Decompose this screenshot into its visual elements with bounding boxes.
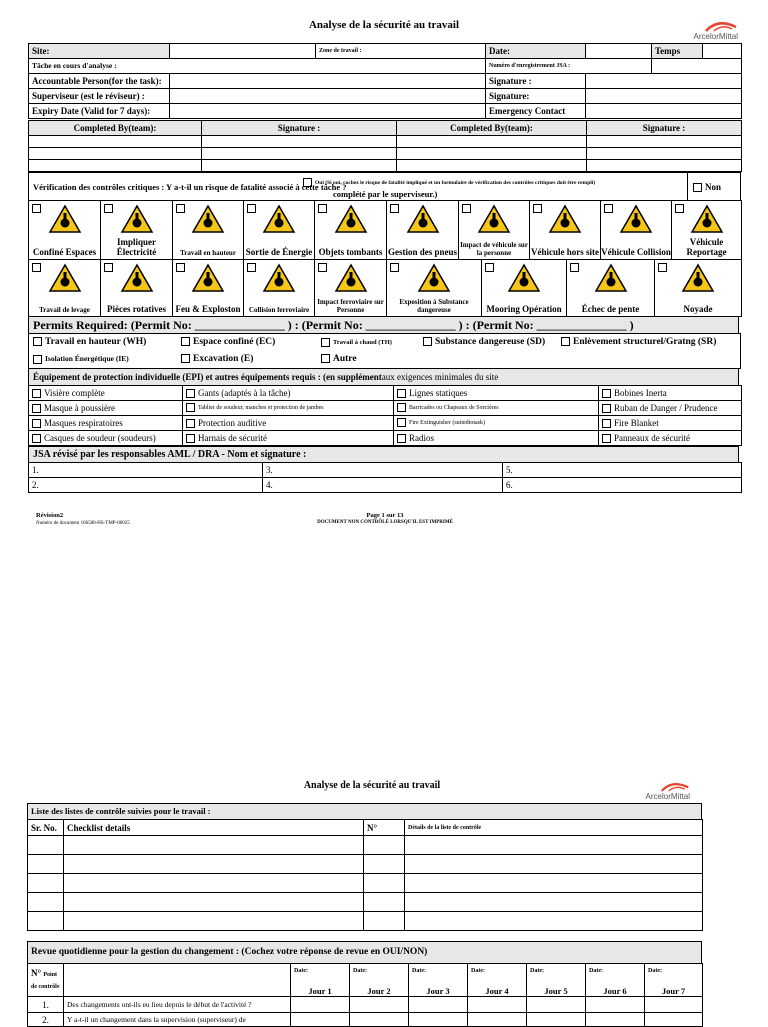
checkbox-icon[interactable] xyxy=(32,434,41,443)
review-slot[interactable]: 2. xyxy=(29,478,263,493)
answer-cell[interactable] xyxy=(350,997,409,1013)
jsa-review-header: JSA révisé par les responsables AML / DRA - Nom et signature : xyxy=(28,446,739,463)
jsa-number-field[interactable] xyxy=(652,59,742,74)
hazard-cell[interactable] xyxy=(101,260,173,317)
checkbox-icon[interactable] xyxy=(32,419,41,428)
permit-wh[interactable]: Travail en hauteur (WH) xyxy=(33,337,146,347)
checkbox-icon[interactable] xyxy=(247,263,256,272)
checkbox-icon[interactable] xyxy=(397,418,406,427)
hazard-cell[interactable] xyxy=(567,260,655,317)
checkbox-icon[interactable] xyxy=(247,204,256,213)
checkbox-icon[interactable] xyxy=(658,263,667,272)
page2-title: Analyse de la sécurité au travail xyxy=(303,780,441,791)
signature-field[interactable] xyxy=(586,74,742,89)
hazard-warning-icon xyxy=(48,204,82,234)
ppe-option[interactable]: Casques de soudeur (soudeurs) xyxy=(29,431,183,446)
checklist-cell[interactable] xyxy=(28,912,64,931)
checklist-cell[interactable] xyxy=(64,912,364,931)
checkbox-icon[interactable] xyxy=(602,404,611,413)
ppe-option[interactable]: Panneaux de sécurité xyxy=(599,431,742,446)
review-slot[interactable]: 1. xyxy=(29,463,263,478)
footer-doc-number: Numéro de document 166580-HS-TMP-00025 xyxy=(36,521,130,526)
permit-options xyxy=(28,333,741,369)
day-column-header[interactable]: Date: Jour 3 xyxy=(409,964,468,997)
hazard-warning-icon xyxy=(406,204,440,234)
permit-e[interactable]: Excavation (E) xyxy=(181,354,253,364)
checkbox-icon[interactable] xyxy=(321,354,330,363)
checkbox-icon[interactable] xyxy=(32,263,41,272)
hazard-cell[interactable] xyxy=(459,201,530,260)
checklist-details-header: Checklist details xyxy=(64,820,364,836)
ppe-option[interactable]: Visière complète xyxy=(29,386,183,401)
arcelormittal-logo-icon xyxy=(660,781,690,792)
checkbox-icon[interactable] xyxy=(570,263,579,272)
hazard-warning-icon xyxy=(548,204,582,234)
checkbox-icon[interactable] xyxy=(104,263,113,272)
hazard-warning-icon xyxy=(262,263,296,293)
hazard-row-2 xyxy=(28,259,742,317)
answer-cell[interactable] xyxy=(645,997,703,1013)
team-cell[interactable] xyxy=(397,148,587,160)
day-column-header[interactable]: Date: Jour 6 xyxy=(586,964,645,997)
hazard-label: Mooring Opération xyxy=(486,304,562,314)
ppe-option[interactable]: Masques respiratoires xyxy=(29,416,183,431)
hazard-cell[interactable] xyxy=(29,260,101,317)
team-cell[interactable] xyxy=(587,148,742,160)
checkbox-icon[interactable] xyxy=(604,204,613,213)
team-cell[interactable] xyxy=(202,148,397,160)
expiry-field[interactable] xyxy=(170,104,486,119)
arcelormittal-logo-icon xyxy=(704,20,738,32)
critical-no-option[interactable]: Non xyxy=(693,182,721,192)
hazard-cell[interactable] xyxy=(244,201,315,260)
hazard-cell[interactable] xyxy=(244,260,315,317)
ppe-option[interactable]: Fire Extinguisher (suitedtotask) xyxy=(394,416,599,431)
checkbox-icon[interactable] xyxy=(32,389,41,398)
supervisor-signature-field[interactable] xyxy=(586,89,742,104)
hazard-warning-icon xyxy=(619,204,653,234)
hazard-label: Objets tombants xyxy=(318,247,383,257)
checkbox-icon[interactable] xyxy=(186,419,195,428)
checklist-cell[interactable] xyxy=(364,912,405,931)
answer-cell[interactable] xyxy=(409,1013,468,1027)
hazard-label: Noyade xyxy=(683,304,713,314)
zone-label[interactable]: Zone de travail : xyxy=(316,44,486,59)
answer-cell[interactable] xyxy=(291,1013,350,1027)
hazard-label: Travail de levage xyxy=(39,306,90,314)
permits-required: Permits Required: (Permit No: _______________ ) : (Permit No: _______________ ) : (Permit No: _______________ ) xyxy=(28,316,739,334)
hazard-warning-icon xyxy=(120,263,154,293)
ppe-option[interactable]: Masque à poussière xyxy=(29,401,183,416)
accountable-field[interactable] xyxy=(170,74,486,89)
hazard-warning-icon xyxy=(681,263,715,293)
site-field[interactable] xyxy=(170,44,316,59)
ppe-option[interactable]: Radios xyxy=(394,431,599,446)
permit-sr[interactable]: Enlèvement structurel/Gratng (SR) xyxy=(561,337,716,347)
checkbox-icon[interactable] xyxy=(602,434,611,443)
checkbox-icon[interactable] xyxy=(485,263,494,272)
checkbox-icon[interactable] xyxy=(32,204,41,213)
footer-note: DOCUMENT NON CONTRÔLÉ LORSQU'IL EST IMPRIMÉ xyxy=(317,520,453,525)
hazard-label: Gestion des pneus xyxy=(387,247,458,257)
supervisor-signature-label: Signature: xyxy=(486,89,586,104)
permit-sd[interactable]: Substance dangereuse (SD) xyxy=(423,337,545,347)
hazard-cell[interactable] xyxy=(173,260,244,317)
day-column-header[interactable]: Date: Jour 2 xyxy=(350,964,409,997)
hazard-label: Véhicule Collision xyxy=(601,247,671,257)
hazard-cell[interactable] xyxy=(482,260,567,317)
critical-yes-option[interactable]: Oui (Si oui, cochez le risque de fatalité impliqué et un formulaire de vérification des contrôles critiques doit être rempli) xyxy=(303,178,595,187)
checkbox-icon[interactable] xyxy=(390,263,399,272)
logo-text: ArcelorMittal xyxy=(693,32,738,41)
checkbox-icon[interactable] xyxy=(390,204,399,213)
checkbox-icon[interactable] xyxy=(318,204,327,213)
permit-th[interactable]: Travail à chaud (TH) xyxy=(321,338,392,347)
expiry-label: Expiry Date (Valid for 7 days): xyxy=(29,104,170,119)
checkbox-icon[interactable] xyxy=(602,419,611,428)
review-slot[interactable]: 6. xyxy=(503,478,742,493)
checkbox-icon[interactable] xyxy=(303,178,312,187)
hazard-cell[interactable] xyxy=(315,201,387,260)
answer-cell[interactable] xyxy=(645,1013,703,1027)
hazard-warning-icon xyxy=(262,204,296,234)
checklist-cell[interactable] xyxy=(64,893,364,912)
ppe-option[interactable]: Barricades ou Chapeaux de Sorcières xyxy=(394,401,599,416)
hazard-cell[interactable] xyxy=(315,260,387,317)
hazard-warning-icon xyxy=(594,263,628,293)
team-cell[interactable] xyxy=(397,160,587,172)
page-title: Analyse de la sécurité au travail xyxy=(308,19,459,31)
ppe-table xyxy=(28,385,742,446)
answer-cell[interactable] xyxy=(468,1013,527,1027)
checkbox-icon[interactable] xyxy=(318,263,327,272)
question-text: Y a-t-il un changement dans la supervision (superviseur) de xyxy=(64,1013,291,1027)
hazard-cell[interactable] xyxy=(173,201,244,260)
day-column-header[interactable]: Date: Jour 5 xyxy=(527,964,586,997)
completed-by-header-2: Completed By(team): xyxy=(397,121,587,136)
signature-label: Signature : xyxy=(486,74,586,89)
footer-page: Page 1 sur 13 xyxy=(366,512,404,519)
daily-review-table xyxy=(27,963,703,1027)
answer-cell[interactable] xyxy=(468,997,527,1013)
header-info-table xyxy=(28,43,742,119)
checkbox-icon[interactable] xyxy=(33,337,42,346)
hazard-label: Véhicule hors site xyxy=(531,247,599,257)
hazard-label: Véhicule Reportage xyxy=(686,237,727,257)
hazard-label: Confiné Espaces xyxy=(32,247,97,257)
question-text: Des changements ont-ils eu lieu depuis le début de l'activité ? xyxy=(64,997,291,1013)
checkbox-icon[interactable] xyxy=(104,204,113,213)
day-column-header[interactable]: Date: Jour 4 xyxy=(468,964,527,997)
checkbox-icon[interactable] xyxy=(397,403,406,412)
hazard-warning-icon xyxy=(507,263,541,293)
checklist-cell[interactable] xyxy=(405,874,703,893)
arcelormittal-logo xyxy=(668,20,738,41)
question-number: 1. xyxy=(28,997,64,1013)
completed-by-header-1: Completed By(team): xyxy=(29,121,202,136)
ppe-option[interactable]: Bobines Inerta xyxy=(599,386,742,401)
sr-no-header: Sr. No. xyxy=(28,820,64,836)
checkbox-icon[interactable] xyxy=(423,337,432,346)
checklist-cell[interactable] xyxy=(28,855,64,874)
hazard-label: Travail en hauteur xyxy=(180,249,236,257)
details-header: Détails de la liste de contrôle xyxy=(405,820,703,836)
accountable-label: Accountable Person(for the task): xyxy=(29,74,170,89)
critical-controls-row xyxy=(28,172,741,201)
time-label: Temps xyxy=(652,44,703,59)
logo-text: ArcelorMittal xyxy=(645,792,690,801)
answer-cell[interactable] xyxy=(527,997,586,1013)
hazard-label: Échec de pente xyxy=(581,304,640,314)
hazard-cell[interactable] xyxy=(601,201,672,260)
checkbox-icon[interactable] xyxy=(32,404,41,413)
hazard-cell[interactable] xyxy=(387,260,482,317)
arcelormittal-logo-2 xyxy=(620,781,690,801)
hazard-warning-icon xyxy=(191,204,225,234)
hazard-label: Impact de véhicule sur la personne xyxy=(460,241,528,257)
hazard-label: Pièces rotatives xyxy=(106,304,167,314)
checkbox-icon[interactable] xyxy=(186,403,195,412)
ppe-option[interactable]: Ruban de Danger / Prudence xyxy=(599,401,742,416)
answer-cell[interactable] xyxy=(586,997,645,1013)
checkbox-icon[interactable] xyxy=(533,204,542,213)
hazard-cell[interactable] xyxy=(29,201,101,260)
team-cell[interactable] xyxy=(202,136,397,148)
checkbox-icon[interactable] xyxy=(186,434,195,443)
review-slot[interactable]: 3. xyxy=(263,463,503,478)
hazard-cell[interactable] xyxy=(101,201,173,260)
permit-other[interactable]: Autre xyxy=(321,354,357,364)
permit-ec[interactable]: Espace confiné (EC) xyxy=(181,337,275,347)
checkbox-icon[interactable] xyxy=(176,263,185,272)
supervisor-label: Superviseur (est le réviseur) : xyxy=(29,89,170,104)
point-number-header: N° Point de contrôle xyxy=(28,964,64,997)
checklist-header: Liste des listes de contrôle suivies pour le travail : xyxy=(27,803,702,820)
hazard-label: Feu & Exploston xyxy=(175,304,241,314)
checklist-cell[interactable] xyxy=(28,836,64,855)
emergency-label: Emergency Contact xyxy=(486,104,586,119)
day-column-header[interactable]: Date: Jour 7 xyxy=(645,964,703,997)
jsa-review-table xyxy=(28,462,742,493)
signature-header-2: Signature : xyxy=(587,121,742,136)
answer-cell[interactable] xyxy=(586,1013,645,1027)
checklist-cell[interactable] xyxy=(405,855,703,874)
hazard-cell[interactable] xyxy=(387,201,459,260)
ppe-header: Équipement de protection individuelle (EPI) et autres équipements requis : (en supplémentaux exigences minimales du site xyxy=(28,368,739,386)
hazard-label: Impact ferroviaire sur Personne xyxy=(317,298,384,314)
ppe-option[interactable]: Tablier de soudeur, manches et protection de jambes xyxy=(183,401,394,416)
answer-cell[interactable] xyxy=(409,997,468,1013)
footer-revision: Révision2 xyxy=(36,512,64,519)
checklist-cell[interactable] xyxy=(64,855,364,874)
checklist-cell[interactable] xyxy=(64,836,364,855)
checkbox-icon[interactable] xyxy=(602,389,611,398)
supervisor-field[interactable] xyxy=(170,89,486,104)
hazard-warning-icon xyxy=(334,263,368,293)
review-slot[interactable]: 5. xyxy=(503,463,742,478)
task-label[interactable]: Tâche en cours d'analyse : xyxy=(29,59,486,74)
daily-review-header: Revue quotidienne pour la gestion du changement : (Cochez votre réponse de revue en OUI/NON) xyxy=(27,941,702,964)
team-cell[interactable] xyxy=(29,136,202,148)
team-cell[interactable] xyxy=(202,160,397,172)
team-cell[interactable] xyxy=(397,136,587,148)
checklist-cell[interactable] xyxy=(28,893,64,912)
hazard-cell[interactable] xyxy=(655,260,742,317)
checkbox-icon[interactable] xyxy=(176,204,185,213)
hazard-warning-icon xyxy=(191,263,225,293)
answer-cell[interactable] xyxy=(350,1013,409,1027)
checkbox-icon[interactable] xyxy=(181,337,190,346)
answer-cell[interactable] xyxy=(527,1013,586,1027)
day-column-header[interactable]: Date: Jour 1 xyxy=(291,964,350,997)
date-label: Date: xyxy=(486,44,586,59)
point-header-blank xyxy=(64,964,291,997)
hazard-row-1 xyxy=(28,200,742,260)
review-slot[interactable]: 4. xyxy=(263,478,503,493)
ppe-option[interactable]: Fire Blanket xyxy=(599,416,742,431)
ppe-option[interactable]: Gants (adaptés à la tâche) xyxy=(183,386,394,401)
checklist-cell[interactable] xyxy=(405,912,703,931)
hazard-label: Sortie de Énergie xyxy=(245,247,313,257)
checklist-cell[interactable] xyxy=(405,893,703,912)
ppe-option[interactable]: Harnais de sécurité xyxy=(183,431,394,446)
checkbox-icon[interactable] xyxy=(186,389,195,398)
hazard-cell[interactable] xyxy=(530,201,601,260)
ppe-option[interactable]: Protection auditive xyxy=(183,416,394,431)
time-field[interactable] xyxy=(703,44,742,59)
checkbox-icon[interactable] xyxy=(321,338,330,347)
checklist-cell[interactable] xyxy=(64,874,364,893)
hazard-cell[interactable] xyxy=(672,201,742,260)
team-cell[interactable] xyxy=(29,148,202,160)
hazard-warning-icon xyxy=(48,263,82,293)
checkbox-icon[interactable] xyxy=(561,337,570,346)
answer-cell[interactable] xyxy=(291,997,350,1013)
completed-by-table xyxy=(28,120,742,172)
site-label: Site: xyxy=(29,44,170,59)
date-field[interactable] xyxy=(586,44,652,59)
checklist-cell[interactable] xyxy=(364,874,405,893)
checkbox-icon[interactable] xyxy=(397,434,406,443)
emergency-field[interactable] xyxy=(586,104,742,119)
critical-yes-cont: complété par le superviseur.) xyxy=(333,189,438,199)
critical-question: Vérification des contrôles critiques : Y a-t-il un risque de fatalité associé à cette tâche ? xyxy=(33,182,347,192)
checkbox-icon[interactable] xyxy=(181,354,190,363)
permit-ie[interactable]: Isolation Énergétique (IE) xyxy=(33,354,129,364)
checkbox-icon[interactable] xyxy=(462,204,471,213)
ppe-option[interactable]: Lignes statiques xyxy=(394,386,599,401)
team-cell[interactable] xyxy=(29,160,202,172)
hazard-label: Impliquer Électricité xyxy=(116,237,157,257)
checklist-cell[interactable] xyxy=(364,893,405,912)
signature-header-1: Signature : xyxy=(202,121,397,136)
no-header: N° xyxy=(364,820,405,836)
hazard-warning-icon xyxy=(334,204,368,234)
hazard-warning-icon xyxy=(120,204,154,234)
team-cell[interactable] xyxy=(587,136,742,148)
hazard-warning-icon xyxy=(417,263,451,293)
checkbox-icon[interactable] xyxy=(33,355,42,364)
hazard-label: Collision ferroviaire xyxy=(248,306,310,314)
team-cell[interactable] xyxy=(587,160,742,172)
checklist-cell[interactable] xyxy=(405,836,703,855)
checklist-cell[interactable] xyxy=(364,836,405,855)
question-number: 2. xyxy=(28,1013,64,1027)
hazard-warning-icon xyxy=(477,204,511,234)
checkbox-icon[interactable] xyxy=(397,389,406,398)
jsa-number-label: Numéro d'enregistrement JSA : xyxy=(486,59,652,74)
checklist-cell[interactable] xyxy=(364,855,405,874)
hazard-warning-icon xyxy=(690,204,724,234)
checklist-table xyxy=(27,819,703,931)
checkbox-icon[interactable] xyxy=(675,204,684,213)
checkbox-icon[interactable] xyxy=(693,183,702,192)
hazard-label: Exposition à Substance dangereuse xyxy=(399,298,469,314)
checklist-cell[interactable] xyxy=(28,874,64,893)
